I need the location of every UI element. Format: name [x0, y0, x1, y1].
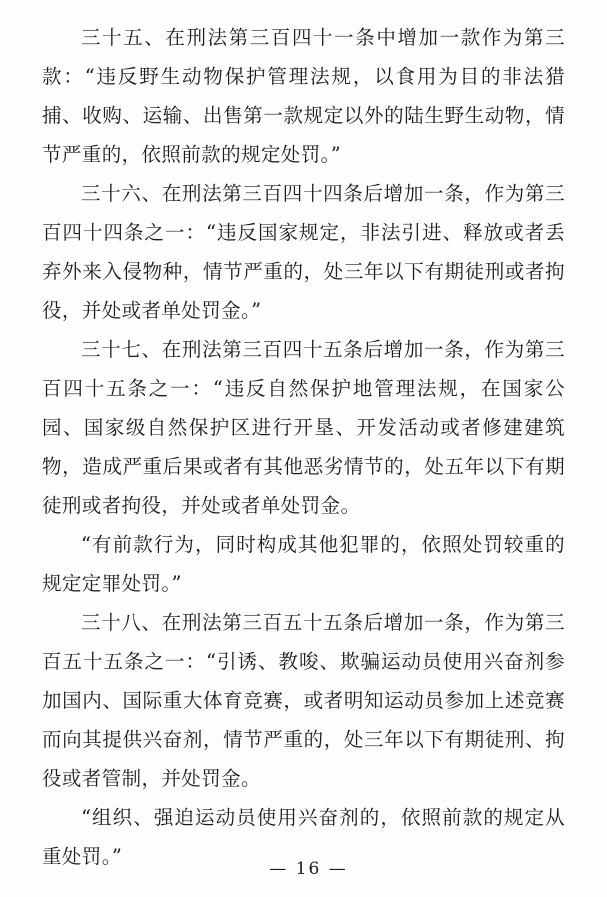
paragraph-article-36: 三十六、在刑法第三百四十四条后增加一条，作为第三百四十四条之一：“违反国家规定，非法引进、释放或者丢弃外来入侵物种，情节严重的，处三年以下有期徒刑或者拘役，并处或者单处罚金。” [42, 182, 565, 322]
paragraph-article-35: 三十五、在刑法第三百四十一条中增加一款作为第三款：“违反野生动物保护管理法规，以食用为目的非法猎捕、收购、运输、出售第一款规定以外的陆生野生动物，情节严重的，依照前款的规定处罚。” [42, 26, 565, 166]
paragraph-article-38-clause-2: “组织、强迫运动员使用兴奋剂的，依照前款的规定从重处罚。” [42, 806, 565, 868]
paragraph-article-38: 三十八、在刑法第三百五十五条后增加一条，作为第三百五十五条之一：“引诱、教唆、欺骗运动员使用兴奋剂参加国内、国际重大体育竞赛，或者明知运动员参加上述竞赛而向其提供兴奋剂，情节严重的，处三年以下有期徒刑、拘役或者管制，并处罚金。 [42, 611, 565, 790]
page-number: — 16 — [269, 859, 348, 879]
paragraph-article-37-clause-2: “有前款行为，同时构成其他犯罪的，依照处罚较重的规定定罪处罚。” [42, 533, 565, 595]
page-footer [0, 859, 607, 879]
document-body [42, 18, 565, 876]
paragraph-article-37: 三十七、在刑法第三百四十五条后增加一条，作为第三百四十五条之一：“违反自然保护地管理法规，在国家公园、国家级自然保护区进行开垦、开发活动或者修建建筑物，造成严重后果或者有其他恶劣情节的，处五年以下有期徒刑或者拘役，并处或者单处罚金。 [42, 338, 565, 517]
